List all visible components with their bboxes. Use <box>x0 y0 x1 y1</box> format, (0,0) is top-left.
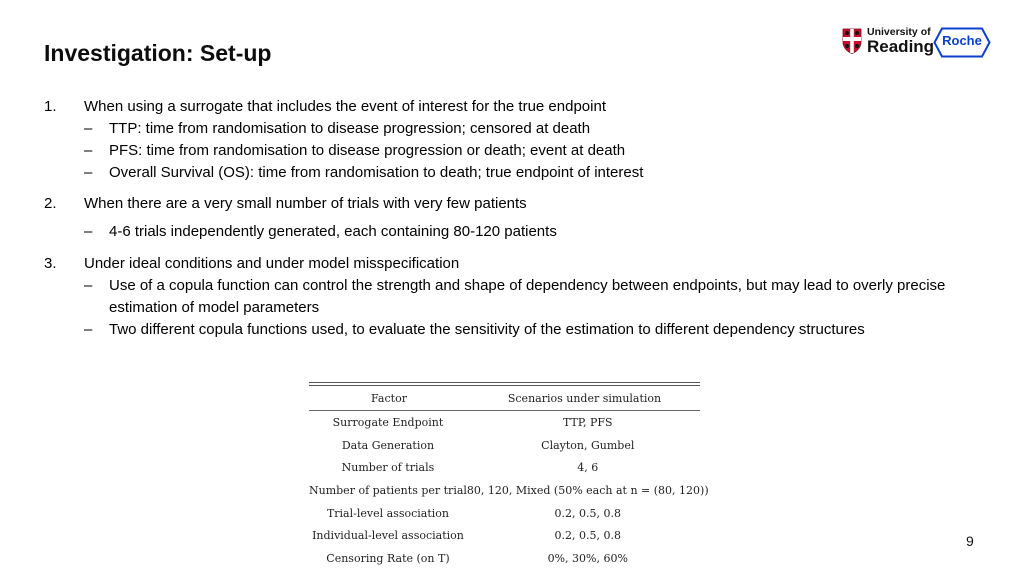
dash-glyph: – <box>84 120 93 137</box>
header-factor: Factor <box>371 391 407 405</box>
point-2 <box>44 193 1004 243</box>
point-1 <box>44 96 1004 184</box>
sub-point-text: PFS: time from randomisation to disease progression or death; event at death <box>109 142 626 159</box>
factor-cell: Trial-level association <box>326 506 449 520</box>
table-row <box>309 524 709 547</box>
dash-glyph: – <box>84 321 93 338</box>
table-row <box>309 479 709 502</box>
bullet-content <box>44 96 1004 341</box>
point-text: When using a surrogate that includes the event of interest for the true endpoint <box>84 98 606 115</box>
university-logo-top-text: University of <box>867 26 931 38</box>
factor-cell: Individual-level association <box>312 529 464 543</box>
sub-point-text: Two different copula functions used, to evaluate the sensitivity of the estimation to different dependency structures <box>109 321 865 338</box>
table-row <box>309 456 709 479</box>
point-number: 1. <box>44 98 57 115</box>
sub-point-text: 4-6 trials independently generated, each containing 80-120 patients <box>109 223 557 240</box>
scenario-cell: TTP, PFS <box>562 415 613 429</box>
dash-glyph: – <box>84 277 93 294</box>
table-row <box>309 502 709 525</box>
university-logo-bottom-text: Reading <box>867 37 935 56</box>
table-top-rule <box>309 382 700 383</box>
scenario-cell: 0.2, 0.5, 0.8 <box>554 529 621 543</box>
factor-cell: Data Generation <box>341 438 435 452</box>
factor-cell: Number of trials <box>341 461 435 475</box>
point-number: 3. <box>44 255 57 272</box>
table-row <box>309 547 709 570</box>
table-row <box>309 434 709 457</box>
sub-point <box>84 118 1004 140</box>
factor-cell: Censoring Rate (on T) <box>326 551 450 565</box>
sub-point <box>84 140 1004 162</box>
factor-cell: Number of patients per trial <box>309 483 467 497</box>
sub-point <box>84 275 1004 319</box>
factor-cell: Surrogate Endpoint <box>332 415 444 429</box>
sub-point-text: Use of a copula function can control the strength and shape of dependency between endpoints, but may lead to overly precise estimation of model parameters <box>109 277 946 316</box>
sub-point <box>84 162 1004 184</box>
scenario-cell: 0%, 30%, 60% <box>547 551 628 565</box>
logo-bar <box>840 26 992 60</box>
sub-point-text: Overall Survival (OS): time from randomisation to death; true endpoint of interest <box>109 164 644 181</box>
sub-point <box>84 221 1004 243</box>
simulation-scenarios-table <box>309 382 709 570</box>
sub-point-text: TTP: time from randomisation to disease progression; censored at death <box>109 120 591 137</box>
dash-glyph: – <box>84 142 93 159</box>
header-scenarios: Scenarios under simulation <box>507 391 662 405</box>
point-number: 2. <box>44 195 57 212</box>
point-text: Under ideal conditions and under model misspecification <box>84 255 460 272</box>
scenario-cell: 80, 120, Mixed (50% each at n = (80, 120)) <box>466 483 709 497</box>
scenario-cell: 4, 6 <box>577 461 599 475</box>
scenario-cell: Clayton, Gumbel <box>541 438 635 452</box>
point-3 <box>44 253 1004 341</box>
slide-title: Investigation: Set-up <box>44 40 272 66</box>
sub-point <box>84 319 1004 341</box>
dash-glyph: – <box>84 164 93 181</box>
table-row <box>309 411 709 434</box>
dash-glyph: – <box>84 223 93 240</box>
table-header-row <box>309 386 700 410</box>
point-text: When there are a very small number of trials with very few patients <box>84 195 527 212</box>
roche-logo-text: Roche <box>942 33 982 48</box>
scenario-cell: 0.2, 0.5, 0.8 <box>554 506 621 520</box>
university-of-reading-crest-icon <box>842 28 862 54</box>
page-number: 9 <box>966 533 974 549</box>
